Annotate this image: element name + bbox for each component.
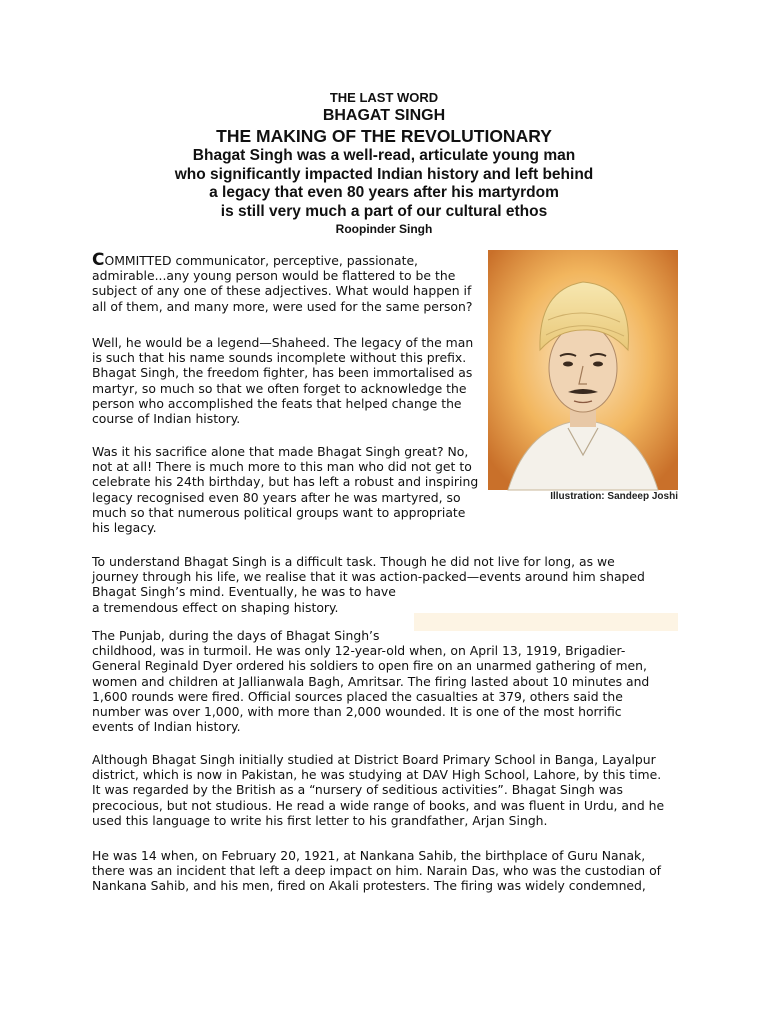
paragraph-5-line-3: General Reginald Dyer ordered his soldiers to open fire on an unarmed gathering of men,	[92, 658, 647, 674]
paragraph-6-line-1: Although Bhagat Singh initially studied at District Board Primary School in Banga, Layalpur	[92, 752, 656, 767]
paragraph-6-line-4: precocious, but not studious. He read a wide range of books, and was fluent in Urdu, and he	[92, 797, 665, 813]
paragraph-7	[92, 848, 661, 894]
subtitle-line-3: a legacy that even 80 years after his martyrdom	[209, 184, 559, 201]
paragraph-3-line-1: Was it his sacrifice alone that made Bhagat Singh great? No,	[92, 444, 469, 459]
paragraph-5	[92, 628, 649, 734]
article-title: THE MAKING OF THE REVOLUTIONARY	[216, 126, 552, 146]
section-kicker: THE LAST WORD	[329, 90, 439, 105]
paragraph-6-line-5: used this language to write his first letter to his grandfather, Arjan Singh.	[92, 812, 548, 828]
paragraph-1	[92, 250, 473, 314]
paragraph-2-line-3: Bhagat Singh, the freedom fighter, has been immortalised as	[92, 365, 473, 381]
paragraph-1-line-1	[92, 250, 472, 270]
drop-cap: C	[92, 250, 105, 270]
left-eye	[563, 362, 573, 367]
paragraph-3-line-6: his legacy.	[92, 520, 157, 536]
paragraph-7-line-3: Nankana Sahib, and his men, fired on Akali protesters. The firing was widely condemned,	[92, 878, 646, 894]
paragraph-2-line-6: course of Indian history.	[92, 411, 241, 427]
paragraph-6	[92, 752, 664, 828]
paragraph-6-line-3: It was regarded by the British as a “nursery of seditious activities”. Bhagat Singh was	[92, 782, 623, 798]
subtitle-line-2: who significantly impacted Indian history and left behind	[174, 165, 594, 183]
paragraph-4-line-4: a tremendous effect on shaping history.	[92, 599, 339, 615]
paragraph-1-line-4: all of them, and many more, were used for the same person?	[92, 298, 473, 314]
paragraph-3-line-5: much so that numerous political groups want to appropriate	[92, 504, 466, 520]
paragraph-7-line-2: there was an incident that left a deep impact on him. Narain Das, who was the custodian of	[92, 863, 662, 879]
paragraph-2-line-1: Well, he would be a legend—Shaheed. The legacy of the man	[92, 335, 474, 350]
paragraph-1-line-3: subject of any one of these adjectives. What would happen if	[92, 283, 472, 299]
paragraph-4-line-2: journey through his life, we realise that it was action-packed—events around him shaped	[92, 569, 645, 585]
article-header	[0, 90, 768, 237]
paragraph-7-line-1: He was 14 when, on February 20, 1921, at Nankana Sahib, the birthplace of Guru Nanak,	[92, 848, 646, 863]
paragraph-3-line-3: celebrate his 24th birthday, but has left a robust and inspiring	[92, 474, 479, 490]
author-byline: Roopinder Singh	[335, 222, 433, 236]
paragraph-1-line-2: admirable...any young person would be flattered to be the	[92, 268, 456, 284]
paragraph-4-line-1: To understand Bhagat Singh is a difficult task. Though he did not live for long, as we	[92, 554, 615, 569]
paragraph-5-line-5: 1,600 rounds were fired. Official sources placed the casualties at 379, others said the	[92, 688, 623, 704]
paragraph-1-line-1-text: OMMITTED communicator, perceptive, passionate,	[104, 253, 419, 268]
subtitle-line-1: Bhagat Singh was a well-read, articulate young man	[192, 147, 576, 164]
illustration-caption: Illustration: Sandeep Joshi	[550, 491, 678, 502]
paragraph-6-line-2: district, which is now in Pakistan, he was studying at DAV High School, Lahore, by this time.	[92, 767, 662, 783]
article-name: BHAGAT SINGH	[322, 107, 446, 124]
paragraph-5-line-4: women and children at Jallianwala Bagh, Amritsar. The firing lasted about 10 minutes and	[92, 673, 650, 689]
right-eye	[593, 362, 603, 367]
paragraph-2	[92, 335, 473, 426]
paragraph-5-line-2: childhood, was in turmoil. He was only 12-year-old when, on April 13, 1919, Brigadier-	[92, 643, 626, 659]
paragraph-2-line-2: is such that his name sounds incomplete without this prefix.	[92, 350, 467, 366]
paragraph-5-line-6: number was over 1,000, with more than 2,000 wounded. It is one of the most horrific	[92, 704, 622, 720]
paragraph-2-line-5: person who accomplished the feats that helped change the	[92, 395, 462, 411]
paragraph-2-line-4: martyr, so much so that we often forget to acknowledge the	[92, 380, 467, 396]
paragraph-4	[92, 554, 645, 615]
paragraph-3-line-4: legacy recognised even 80 years after he was martyred, so	[92, 489, 461, 505]
bhagat-singh-illustration	[488, 250, 678, 512]
paragraph-3	[92, 444, 478, 535]
paragraph-4-line-3: Bhagat Singh’s mind. Eventually, he was to have	[92, 584, 396, 600]
subtitle-line-4: is still very much a part of our cultural ethos	[220, 202, 548, 220]
paragraph-5-line-7: events of Indian history.	[92, 719, 241, 735]
paragraph-3-line-2: not at all! There is much more to this man who did not get to	[92, 459, 472, 475]
paragraph-5-line-1: The Punjab, during the days of Bhagat Singh’s	[92, 628, 380, 643]
